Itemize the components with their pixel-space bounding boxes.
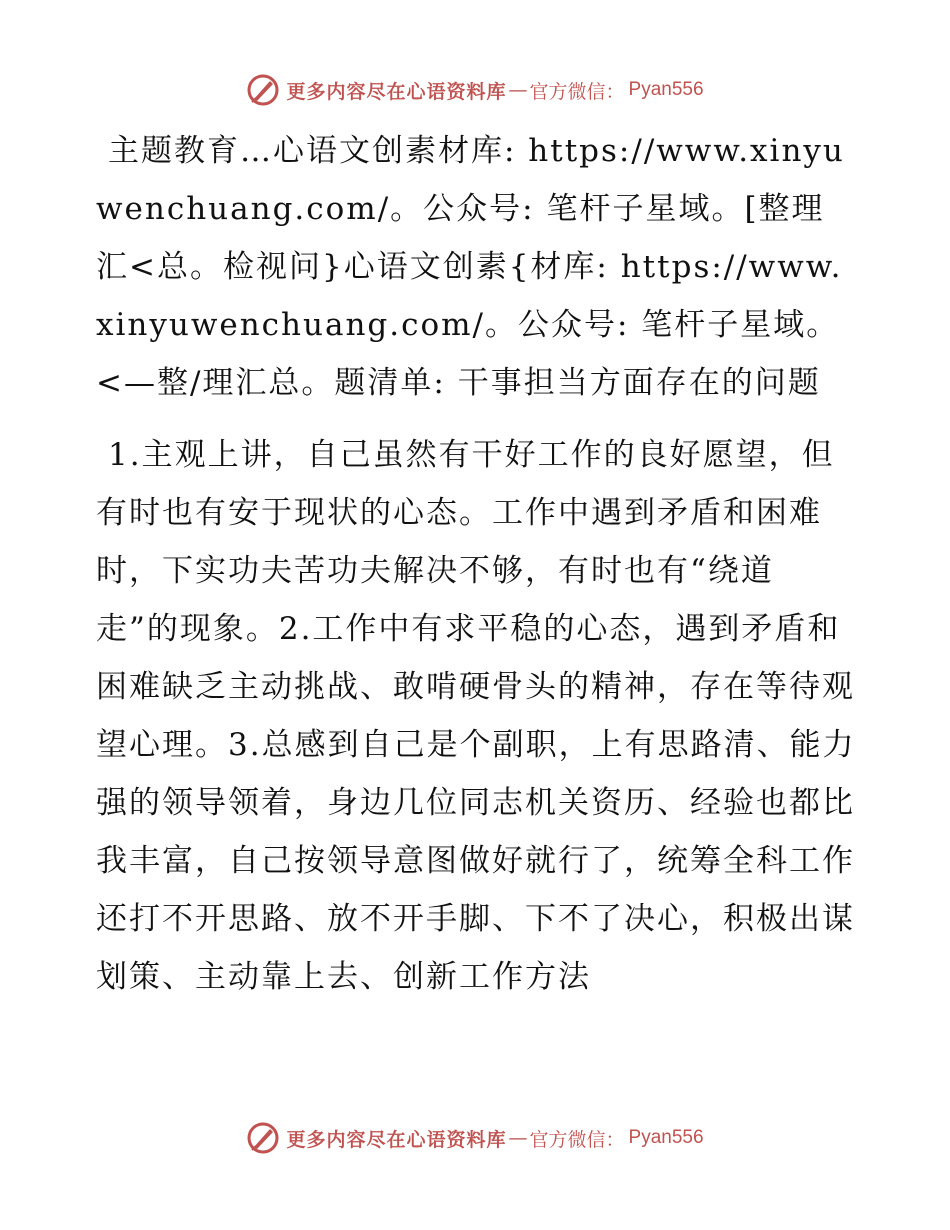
- banner-wechat-id: Pyan556: [628, 79, 704, 100]
- banner-label: 官方微信: [529, 1128, 606, 1151]
- banner-separator: —: [508, 79, 528, 101]
- quill-logo-icon: [246, 1121, 280, 1155]
- paragraph-intro: 主题教育…心语文创素材库: https://www.xinyuwenchuang.com/。公众号: 笔杆子星域。[整理汇<总。检视问}心语文创素{材库: https://www.xinyuwenchuang.com/。公众号: 笔杆子星域。<—整/理汇总。题清单: 干事担当方面存在的问题: [96, 133, 845, 401]
- header-banner: [0, 70, 950, 110]
- footer-banner: [0, 1118, 950, 1158]
- document-body: [96, 122, 856, 1006]
- banner-wechat-id: Pyan556: [628, 1127, 704, 1148]
- quill-logo-icon: [246, 73, 280, 107]
- banner-text: 更多内容尽在心语资料库: [286, 80, 507, 103]
- paragraph-issues: 1.主观上讲，自己虽然有干好工作的良好愿望，但有时也有安于现状的心态。工作中遇到矛盾和困难时，下实功夫苦功夫解决不够，有时也有“绕道走”的现象。2.工作中有求平稳的心态，遇到矛盾和困难缺乏主动挑战、敢啃硬骨头的精神，存在等待观望心理。3.总感到自己是个副职，上有思路清、能力强的领导领着，身边几位同志机关资历、经验也都比我丰富，自己按领导意图做好就行了，统筹全科工作还打不开思路、放不开手脚、下不了决心，积极出谋划策、主动靠上去、创新工作方法: [96, 437, 856, 995]
- banner-text: 更多内容尽在心语资料库: [286, 1128, 507, 1151]
- banner-label: 官方微信: [529, 80, 606, 103]
- banner-colon: ：: [605, 80, 625, 103]
- banner-separator: —: [508, 1127, 528, 1149]
- banner-colon: ：: [605, 1128, 625, 1151]
